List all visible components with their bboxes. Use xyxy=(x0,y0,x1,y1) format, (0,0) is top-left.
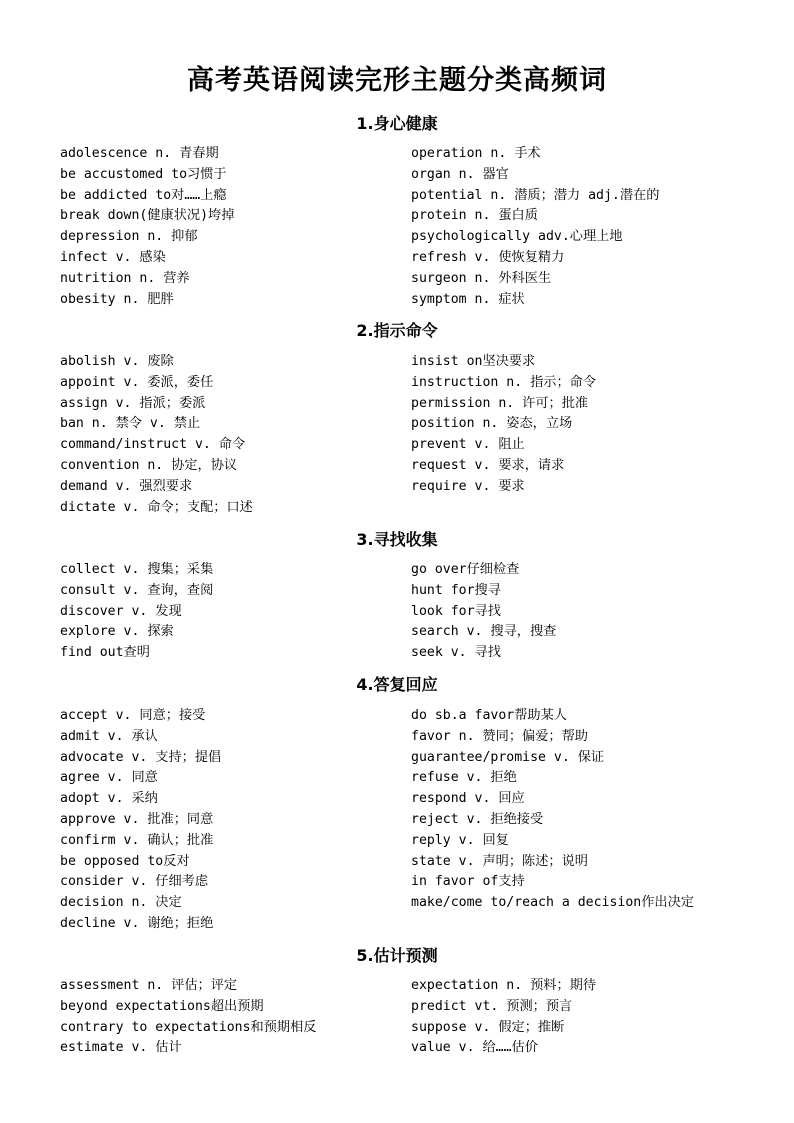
vocab-entry: instruction n. 指示；命令 xyxy=(411,374,597,390)
section-heading-2: 2.指示命令 xyxy=(356,321,438,340)
vocab-entry: look for寻找 xyxy=(411,603,501,619)
vocab-entry: value v. 给……估价 xyxy=(411,1040,538,1056)
vocab-entry: accept v. 同意；接受 xyxy=(60,708,206,723)
vocab-entry: discover v. 发现 xyxy=(60,603,182,619)
page-title: 高考英语阅读完形主题分类高频词 xyxy=(187,65,607,96)
section-heading-5: 5.估计预测 xyxy=(356,946,438,965)
section-heading-4: 4.答复回应 xyxy=(356,675,438,694)
vocab-entry: make/come to/reach a decision作出决定 xyxy=(411,895,694,911)
vocab-entry: convention n. 协定，协议 xyxy=(60,457,238,473)
vocab-entry: psychologically adv.心理上地 xyxy=(411,229,623,245)
vocab-entry: suppose v. 假定；推断 xyxy=(411,1019,565,1035)
vocab-entry: decline v. 谢绝；拒绝 xyxy=(60,915,214,931)
vocab-entry: prevent v. 阻止 xyxy=(411,437,525,453)
section-4-left-list xyxy=(60,706,400,935)
vocab-entry: assessment n. 评估；评定 xyxy=(60,978,238,993)
vocab-entry: adolescence n. 青春期 xyxy=(60,146,219,161)
vocab-entry: surgeon n. 外科医生 xyxy=(411,270,552,286)
vocab-entry: permission n. 许可；批准 xyxy=(411,395,589,411)
vocab-entry: assign v. 指派；委派 xyxy=(60,395,206,411)
vocab-entry: dictate v. 命令；支配；口述 xyxy=(60,499,253,515)
section-1-right-list xyxy=(411,144,751,310)
vocab-entry: insist on坚决要求 xyxy=(411,354,536,369)
vocab-entry: predict vt. 预测；预言 xyxy=(411,998,573,1014)
vocab-entry: do sb.a favor帮助某人 xyxy=(411,708,567,723)
vocab-entry: favor n. 赞同；偏爱；帮助 xyxy=(411,728,588,744)
section-heading-1: 1.身心健康 xyxy=(356,114,438,133)
vocab-entry: decision n. 决定 xyxy=(60,895,182,911)
vocab-entry: nutrition n. 营养 xyxy=(60,270,190,286)
vocab-entry: depression n. 抑郁 xyxy=(60,229,198,245)
vocab-entry: break down(健康状况)垮掉 xyxy=(60,208,235,224)
section-3-left-list xyxy=(60,560,400,664)
section-3-right-list xyxy=(411,560,751,664)
vocab-entry: collect v. 搜集；采集 xyxy=(60,562,214,577)
vocab-entry: reply v. 回复 xyxy=(411,832,509,848)
vocab-entry: ban n. 禁令 v. 禁止 xyxy=(60,416,201,432)
vocab-entry: beyond expectations超出预期 xyxy=(60,998,264,1014)
vocab-entry: respond v. 回应 xyxy=(411,791,525,807)
vocab-entry: admit v. 承认 xyxy=(60,728,158,744)
vocab-entry: be accustomed to习惯于 xyxy=(60,166,227,182)
vocab-entry: infect v. 感染 xyxy=(60,249,166,265)
vocab-entry: find out查明 xyxy=(60,645,150,661)
vocab-entry: reject v. 拒绝接受 xyxy=(411,811,544,827)
vocab-entry: search v. 搜寻，搜查 xyxy=(411,624,557,640)
vocab-entry: require v. 要求 xyxy=(411,478,525,494)
vocab-entry: demand v. 强烈要求 xyxy=(60,478,193,494)
vocab-entry: refresh v. 使恢复精力 xyxy=(411,249,565,265)
vocab-entry: symptom n. 症状 xyxy=(411,291,525,307)
vocab-entry: protein n. 蛋白质 xyxy=(411,208,538,224)
vocab-entry: expectation n. 预料；期待 xyxy=(411,978,597,993)
vocab-entry: in favor of支持 xyxy=(411,874,525,890)
section-2-left-list xyxy=(60,352,400,518)
section-5-right-list xyxy=(411,976,751,1059)
vocab-entry: agree v. 同意 xyxy=(60,770,158,786)
vocab-entry: command/instruct v. 命令 xyxy=(60,437,246,453)
vocab-entry: potential n. 潜质；潜力 adj.潜在的 xyxy=(411,187,660,203)
vocab-entry: guarantee/promise v. 保证 xyxy=(411,749,605,765)
vocab-entry: be opposed to反对 xyxy=(60,853,190,869)
vocab-entry: consider v. 仔细考虑 xyxy=(60,874,209,890)
vocab-entry: appoint v. 委派，委任 xyxy=(60,374,214,390)
section-5-left-list xyxy=(60,976,400,1059)
vocab-entry: refuse v. 拒绝 xyxy=(411,770,517,786)
vocab-entry: confirm v. 确认；批准 xyxy=(60,832,214,848)
vocab-entry: be addicted to对……上瘾 xyxy=(60,187,227,203)
vocab-entry: contrary to expectations和预期相反 xyxy=(60,1019,317,1035)
vocab-entry: request v. 要求，请求 xyxy=(411,457,565,473)
vocab-entry: hunt for搜寻 xyxy=(411,582,501,598)
vocab-entry: state v. 声明；陈述；说明 xyxy=(411,853,588,869)
vocab-entry: abolish v. 废除 xyxy=(60,354,174,369)
section-2-right-list xyxy=(411,352,751,498)
vocab-entry: operation n. 手术 xyxy=(411,146,541,161)
vocab-entry: seek v. 寻找 xyxy=(411,645,501,661)
section-heading-3: 3.寻找收集 xyxy=(356,530,438,549)
vocab-entry: position n. 姿态，立场 xyxy=(411,416,573,432)
vocab-entry: obesity n. 肥胖 xyxy=(60,291,174,307)
section-1-left-list xyxy=(60,144,400,310)
vocab-entry: go over仔细检查 xyxy=(411,562,520,577)
vocab-entry: explore v. 探索 xyxy=(60,624,174,640)
vocab-entry: organ n. 器官 xyxy=(411,166,509,182)
vocab-entry: consult v. 查询，查阅 xyxy=(60,582,214,598)
vocab-entry: approve v. 批准；同意 xyxy=(60,811,214,827)
vocab-entry: adopt v. 采纳 xyxy=(60,791,158,807)
vocab-entry: estimate v. 估计 xyxy=(60,1040,182,1056)
vocab-entry: advocate v. 支持；提倡 xyxy=(60,749,222,765)
section-4-right-list xyxy=(411,706,751,914)
